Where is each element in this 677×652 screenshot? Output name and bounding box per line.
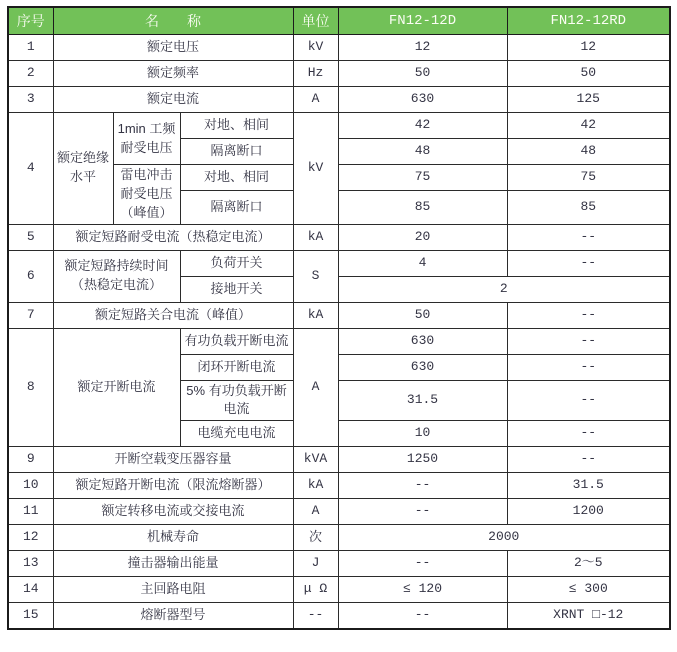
- row2-unit: Hz: [293, 61, 338, 87]
- row5-name: 额定短路耐受电流（热稳定电流）: [53, 224, 293, 250]
- row4-group-power-frequency: 1min 工频耐受电压: [113, 113, 180, 165]
- row8-value-d1: 630: [338, 328, 507, 354]
- row15-no: 15: [8, 603, 53, 629]
- row10-value-rd: 31.5: [507, 473, 670, 499]
- row14-value-d: ≤ 120: [338, 577, 507, 603]
- row6-name: 额定短路持续时间（热稳定电流）: [53, 250, 180, 302]
- row13-value-d: --: [338, 551, 507, 577]
- row3-no: 3: [8, 87, 53, 113]
- row8-value-d4: 10: [338, 421, 507, 447]
- row13-value-rd: 2～5: [507, 551, 670, 577]
- header-unit: 单位: [293, 7, 338, 35]
- spec-table: [7, 6, 671, 630]
- row8-sub-5pct-active-load-breaking: 5% 有功负载开断电流: [180, 380, 293, 421]
- header-no: 序号: [8, 7, 53, 35]
- row4-name: 额定绝缘水平: [53, 113, 113, 225]
- table-row: [8, 61, 670, 87]
- row4-value-d3: 75: [338, 165, 507, 191]
- row11-value-d: --: [338, 499, 507, 525]
- row8-value-rd1: --: [507, 328, 670, 354]
- row15-name: 熔断器型号: [53, 603, 293, 629]
- row2-value-d: 50: [338, 61, 507, 87]
- row5-value-rd: --: [507, 224, 670, 250]
- row8-value-rd3: --: [507, 380, 670, 421]
- row9-no: 9: [8, 447, 53, 473]
- table-row: [8, 551, 670, 577]
- row1-name: 额定电压: [53, 35, 293, 61]
- row9-unit: kVA: [293, 447, 338, 473]
- row12-value-shared: 2000: [338, 525, 670, 551]
- table-row: [8, 87, 670, 113]
- row4-value-rd1: 42: [507, 113, 670, 139]
- row7-value-rd: --: [507, 302, 670, 328]
- row15-value-d: --: [338, 603, 507, 629]
- row5-value-d: 20: [338, 224, 507, 250]
- row14-name: 主回路电阻: [53, 577, 293, 603]
- row5-no: 5: [8, 224, 53, 250]
- table-row: [8, 525, 670, 551]
- row1-no: 1: [8, 35, 53, 61]
- table-row: [8, 224, 670, 250]
- row8-value-rd4: --: [507, 421, 670, 447]
- row4-sub-phase-to-earth: 对地、相间: [180, 113, 293, 139]
- row7-name: 额定短路关合电流（峰值）: [53, 302, 293, 328]
- table-row: [8, 499, 670, 525]
- row4-sub-phase-to-earth-2: 对地、相同: [180, 165, 293, 191]
- table-row: [8, 35, 670, 61]
- row4-value-d2: 48: [338, 139, 507, 165]
- row8-value-d2: 630: [338, 354, 507, 380]
- row4-value-d4: 85: [338, 191, 507, 224]
- row4-value-rd3: 75: [507, 165, 670, 191]
- row7-no: 7: [8, 302, 53, 328]
- row4-sub-isolating-gap-2: 隔离断口: [180, 191, 293, 224]
- table-row: [8, 447, 670, 473]
- table-row: [8, 113, 670, 139]
- row12-unit: 次: [293, 525, 338, 551]
- row8-value-d3: 31.5: [338, 380, 507, 421]
- row1-unit: kV: [293, 35, 338, 61]
- row6-sub-earthing-switch: 接地开关: [180, 276, 293, 302]
- row13-unit: J: [293, 551, 338, 577]
- row9-name: 开断空载变压器容量: [53, 447, 293, 473]
- row11-unit: A: [293, 499, 338, 525]
- row2-value-rd: 50: [507, 61, 670, 87]
- table-row: [8, 473, 670, 499]
- row6-value-shared: 2: [338, 276, 670, 302]
- row10-value-d: --: [338, 473, 507, 499]
- row11-name: 额定转移电流或交接电流: [53, 499, 293, 525]
- row4-sub-isolating-gap-1: 隔离断口: [180, 139, 293, 165]
- row15-unit: --: [293, 603, 338, 629]
- spec-sheet: [7, 6, 671, 630]
- row8-sub-closed-loop-breaking: 闭环开断电流: [180, 354, 293, 380]
- row4-no: 4: [8, 113, 53, 225]
- header-col-fn12-12rd: FN12-12RD: [507, 7, 670, 35]
- row4-value-d1: 42: [338, 113, 507, 139]
- row3-unit: A: [293, 87, 338, 113]
- row3-value-d: 630: [338, 87, 507, 113]
- row4-unit: kV: [293, 113, 338, 225]
- row14-unit: μ Ω: [293, 577, 338, 603]
- row7-value-d: 50: [338, 302, 507, 328]
- table-row: [8, 250, 670, 276]
- table-row: [8, 577, 670, 603]
- row14-value-rd: ≤ 300: [507, 577, 670, 603]
- row1-value-d: 12: [338, 35, 507, 61]
- row8-value-rd2: --: [507, 354, 670, 380]
- row12-no: 12: [8, 525, 53, 551]
- row8-sub-cable-charging-current: 电缆充电电流: [180, 421, 293, 447]
- row6-value-d1: 4: [338, 250, 507, 276]
- row5-unit: kA: [293, 224, 338, 250]
- row3-name: 额定电流: [53, 87, 293, 113]
- row13-no: 13: [8, 551, 53, 577]
- row10-unit: kA: [293, 473, 338, 499]
- table-row: [8, 328, 670, 354]
- row7-unit: kA: [293, 302, 338, 328]
- row8-unit: A: [293, 328, 338, 447]
- row3-value-rd: 125: [507, 87, 670, 113]
- row11-no: 11: [8, 499, 53, 525]
- header-name: 名 称: [53, 7, 293, 35]
- row14-no: 14: [8, 577, 53, 603]
- table-header-row: [8, 7, 670, 35]
- row4-value-rd2: 48: [507, 139, 670, 165]
- table-row: [8, 603, 670, 629]
- row1-value-rd: 12: [507, 35, 670, 61]
- row8-no: 8: [8, 328, 53, 447]
- row6-unit: S: [293, 250, 338, 302]
- row11-value-rd: 1200: [507, 499, 670, 525]
- row6-value-rd1: --: [507, 250, 670, 276]
- row15-value-rd: XRNT □-12: [507, 603, 670, 629]
- row12-name: 机械寿命: [53, 525, 293, 551]
- row6-sub-load-switch: 负荷开关: [180, 250, 293, 276]
- row4-group-lightning-impulse: 雷电冲击耐受电压（峰值）: [113, 165, 180, 225]
- row2-no: 2: [8, 61, 53, 87]
- row4-value-rd4: 85: [507, 191, 670, 224]
- row9-value-rd: --: [507, 447, 670, 473]
- row9-value-d: 1250: [338, 447, 507, 473]
- row10-name: 额定短路开断电流（限流熔断器）: [53, 473, 293, 499]
- row8-name: 额定开断电流: [53, 328, 180, 447]
- row8-sub-active-load-breaking: 有功负载开断电流: [180, 328, 293, 354]
- table-row: [8, 302, 670, 328]
- row10-no: 10: [8, 473, 53, 499]
- row6-no: 6: [8, 250, 53, 302]
- row13-name: 撞击器输出能量: [53, 551, 293, 577]
- header-col-fn12-12d: FN12-12D: [338, 7, 507, 35]
- row2-name: 额定频率: [53, 61, 293, 87]
